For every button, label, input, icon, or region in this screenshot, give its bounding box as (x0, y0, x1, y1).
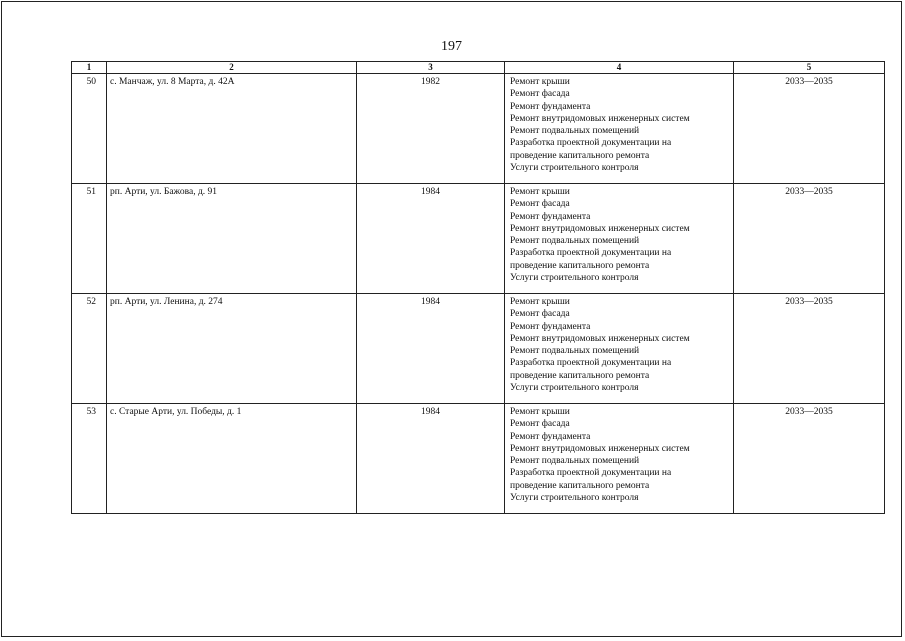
work-item: Ремонт фундамента (510, 321, 591, 332)
work-item: Ремонт фасада (510, 419, 570, 430)
row-period: 2033—2035 (734, 294, 885, 404)
column-header-4: 4 (505, 62, 734, 74)
row-year: 1984 (357, 404, 505, 514)
work-item: Ремонт подвальных помещений (510, 236, 640, 247)
work-item: Ремонт крыши (510, 187, 570, 197)
work-item: Разработка проектной документации на (510, 468, 672, 479)
work-item: Ремонт внутридомовых инженерных систем (510, 443, 690, 454)
table-row (72, 184, 885, 294)
table-row (72, 294, 885, 404)
work-item: Ремонт крыши (510, 407, 570, 417)
work-item: Услуги строительного контроля (510, 493, 639, 504)
row-address: с. Манчаж, ул. 8 Марта, д. 42А (107, 74, 357, 184)
work-item: Ремонт крыши (510, 77, 570, 87)
document-page (1, 1, 902, 637)
row-works-list (505, 184, 734, 294)
work-item: Услуги строительного контроля (510, 273, 639, 284)
work-item: Ремонт фасада (510, 199, 570, 210)
row-number: 51 (72, 184, 107, 294)
work-item: Ремонт крыши (510, 297, 570, 307)
column-header-2: 2 (107, 62, 357, 74)
page-number: 197 (441, 39, 462, 54)
row-number: 53 (72, 404, 107, 514)
column-header-3: 3 (357, 62, 505, 74)
work-item: проведение капитального ремонта (510, 150, 650, 161)
work-item: Ремонт подвальных помещений (510, 126, 640, 137)
work-item: Ремонт внутридомовых инженерных систем (510, 113, 690, 124)
work-item: Услуги строительного контроля (510, 163, 639, 174)
row-period: 2033—2035 (734, 184, 885, 294)
work-item: Ремонт подвальных помещений (510, 346, 640, 357)
row-works-list (505, 404, 734, 514)
table-row (72, 404, 885, 514)
work-item: Ремонт внутридомовых инженерных систем (510, 333, 690, 344)
row-works-list (505, 294, 734, 404)
work-item: Ремонт фасада (510, 89, 570, 100)
row-period: 2033—2035 (734, 404, 885, 514)
row-address: рп. Арти, ул. Бажова, д. 91 (107, 184, 357, 294)
work-item: Ремонт фундамента (510, 211, 591, 222)
row-period: 2033—2035 (734, 74, 885, 184)
work-item: Разработка проектной документации на (510, 248, 672, 259)
table-row (72, 74, 885, 184)
work-item: Ремонт фундамента (510, 431, 591, 442)
work-item: Ремонт внутридомовых инженерных систем (510, 223, 690, 234)
row-year: 1982 (357, 74, 505, 184)
work-item: Ремонт фундамента (510, 101, 591, 112)
row-year: 1984 (357, 294, 505, 404)
row-number: 50 (72, 74, 107, 184)
repair-schedule-table (71, 61, 885, 514)
work-item: проведение капитального ремонта (510, 260, 650, 271)
work-item: Ремонт фасада (510, 309, 570, 320)
table-header-row (72, 62, 885, 74)
column-header-5: 5 (734, 62, 885, 74)
table-body (72, 74, 885, 514)
work-item: проведение капитального ремонта (510, 480, 650, 491)
row-address: с. Старые Арти, ул. Победы, д. 1 (107, 404, 357, 514)
work-item: Разработка проектной документации на (510, 138, 672, 149)
work-item: проведение капитального ремонта (510, 370, 650, 381)
row-works-list (505, 74, 734, 184)
work-item: Разработка проектной документации на (510, 358, 672, 369)
column-header-1: 1 (72, 62, 107, 74)
row-address: рп. Арти, ул. Ленина, д. 274 (107, 294, 357, 404)
row-year: 1984 (357, 184, 505, 294)
work-item: Ремонт подвальных помещений (510, 456, 640, 467)
work-item: Услуги строительного контроля (510, 383, 639, 394)
row-number: 52 (72, 294, 107, 404)
